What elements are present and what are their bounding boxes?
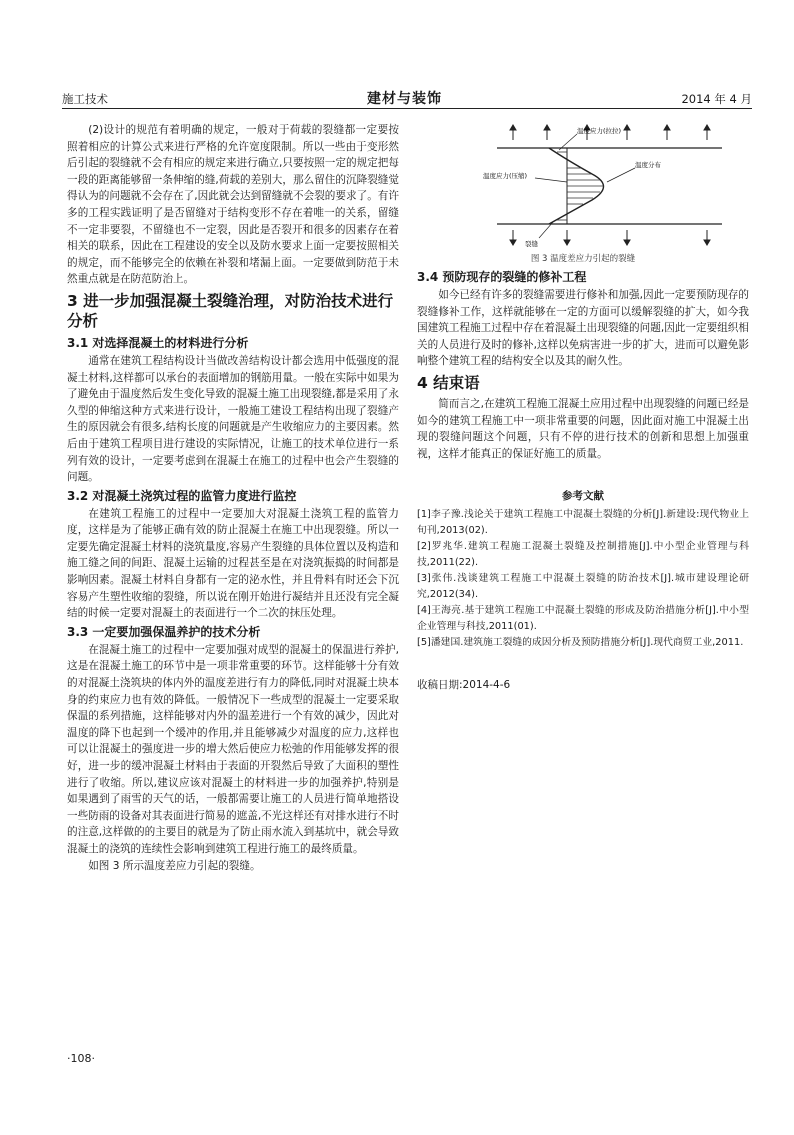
header-section-label: 施工技术 <box>62 92 108 106</box>
reference-item: [5]潘建国.建筑施工裂缝的成因分析及预防措施分析[J].现代商贸工业,2011. <box>417 637 744 649</box>
subsection-3-3-heading: 3.3 一定要加强保温养护的技术分析 <box>67 624 261 639</box>
label-bottom: 裂缝 <box>525 240 538 248</box>
label-top: 温度应力(拉拉) <box>577 127 622 135</box>
reference-item: [3]张伟.浅谈建筑工程施工中混凝土裂缝的防治技术[J].城市建设理论研究,2012(34). <box>417 573 749 601</box>
paragraph-3-1: 通常在建筑工程结构设计当做改善结构设计都会选用中低强度的混凝土材料,这样都可以承台的表面增加的钢筋用量。一般在实际中如果为了避免由于温度然后发生变化导致的混凝土施工出现裂缝,都是采用了永久型的伸缩这种方式来进行设计，一般施工建设工程结构出现了裂缝产生的原因就会有很多,结构长度的问题就是产生收缩应力的主要因素。然后由于建筑工程项目进行建设的实际情况，让施工的技术单位进行一系列有效的设计，一定要考虑到在混凝土在施工的过程中也会产生裂缝的问题。 <box>67 354 399 484</box>
paragraph-figure-reference: 如图 3 所示温度差应力引起的裂缝。 <box>88 859 261 872</box>
bottom-arrows-icon <box>510 230 710 245</box>
paragraph-intro: (2)设计的规范有着明确的规定，一般对于荷载的裂缝都一定要按照着相应的计算公式来进行严格的允许宽度限制。所以一些由于变形然后引起的裂缝就不会有相应的规定来进行确立,只要按照一定的规定把每一段的距离能够留一条伸缩的缝,荷载的差别大，那么留住的沉降裂缝觉得认为的问题就不会存在了,因此就会达到留缝就不会裂的要求了。有许多的工程实践证明了是否留缝对于结构变形不存在着唯一的关系，留缝不一定非要裂，不留缝也不一定裂，因此是否裂开和很多的因素存在着相关的联系，因此在工程建设的安全以及防水要求上面一定要按照相关的规定，而不能够完全的依赖在补裂和堵漏上面。一定要做到防范于未然重点就是在防范防治上。 <box>67 124 399 286</box>
subsection-3-2-heading: 3.2 对混凝土浇筑过程的监管力度进行监控 <box>67 488 297 503</box>
reference-item: [2]罗兆华.建筑工程施工混凝土裂缝及控制措施[J].中小型企业管理与科技,2011(22). <box>417 541 749 569</box>
figure-caption: 图 3 温度差应力引起的裂缝 <box>530 254 636 264</box>
section-3-heading: 3 进一步加强混凝土裂缝治理，对防治技术进行分析 <box>67 291 394 330</box>
left-column <box>67 122 399 874</box>
paragraph-4: 简而言之,在建筑工程施工混凝土应用过程中出现裂缝的问题已经是如今的建筑工程施工中一项非常重要的问题，因此面对施工中混凝土出现的裂缝问题这个问题，只有不停的进行技术的创新和思想上加强重视，这样才能真正的保证好施工的质量。 <box>417 397 749 460</box>
figure-3 <box>417 122 749 252</box>
paragraph-3-2: 在建筑工程施工的过程中一定要加大对混凝土浇筑工程的监管力度，这样是为了能够正确有效的防止混凝土在施工中出现裂缝。所以一定要先确定混凝土材料的浇筑量度,容易产生裂缝的具体位置以及构造和施工缝之间的间距、混凝土运输的过程甚至是在对浇筑振捣的时间都是影响因素。混凝土材料自身都有一定的泌水性，并且骨料有时还会下沉容易产生塑性收缩的裂缝，所以说在刚开始进行凝结并且还没有完全凝结的时候一定要对混凝土的表面进行一个二次的抹压处理。 <box>67 507 399 620</box>
reference-item: [4]王海亮.基于建筑工程施工中混凝土裂缝的形成及防治措施分析[J].中小型企业管理与科技,2011(01). <box>417 605 749 633</box>
journal-title: 建材与装饰 <box>367 91 442 107</box>
reference-item: [1]李子豫.浅论关于建筑工程施工中混凝土裂缝的分析[J].新建设:现代物业上旬刊,2013(02). <box>417 509 749 537</box>
subsection-3-4-heading: 3.4 预防现存的裂缝的修补工程 <box>417 270 587 284</box>
page-number: ·108· <box>67 1052 95 1065</box>
received-date: 收稿日期:2014-4-6 <box>417 679 511 692</box>
references-title: 参考文献 <box>562 490 604 503</box>
hatching <box>557 152 604 220</box>
paragraph-3-4: 如今已经有许多的裂缝需要进行修补和加强,因此一定要预防现存的裂缝修补工作，这样就能够在一定的方面可以缓解裂缝的扩大，如今我国建筑工程施工过程中存在着混凝土出现裂缝的问题,因此一定要组织相关的人员进行及时的修补,这样以免病害进一步的扩大，进而可以避免影响整个建筑工程的结构安全以及其的耐久性。 <box>417 289 749 368</box>
right-column <box>417 122 749 692</box>
subsection-3-1-heading: 3.1 对选择混凝土的材料进行分析 <box>67 335 249 350</box>
label-right: 温度分布 <box>635 161 661 169</box>
stress-diagram <box>417 122 749 252</box>
header-date: 2014 年 4 月 <box>681 92 752 106</box>
paragraph-3-3: 在混凝土施工的过程中一定要加强对成型的混凝土的保温进行养护,这是在混凝土施工的环节中是一项非常重要的环节。这样能够十分有效的对混凝土浇筑块的体内外的温度差进行有力的降低,同时对混凝土块本身的约束应力也有效的降低。一般情况下一些成型的混凝土一定要采取保温的系列措施，这样能够对内外的温差进行一个有效的减少，因此对温度的降下也起到一个缓冲的作用,并且能够减少对温度的应力,这样也可以让混凝土的强度进一步的增大然后使应力松弛的作用能够发挥的很好，进一步的缓冲混凝土材料由于表面的开裂然后导致了大面积的塑性进行了收缩。所以,建议应该对混凝土的材料进一步的加强养护,特别是如果遇到了雨雪的天气的话，一般都需要让施工的人员进行简单地搭设一些防雨的设备对其表面进行简易的遮盖,不光这样还有对排水进行不时的注意,这样做的的主要目的就是为了防止雨水流入到基坑中，就会导致混凝土的浇筑的连续性会影响到建筑工程进行施工的最终质量。 <box>67 643 399 855</box>
section-4-heading: 4 结束语 <box>417 373 480 392</box>
label-mid: 温度应力(压缩) <box>483 172 528 180</box>
running-header <box>62 88 752 109</box>
